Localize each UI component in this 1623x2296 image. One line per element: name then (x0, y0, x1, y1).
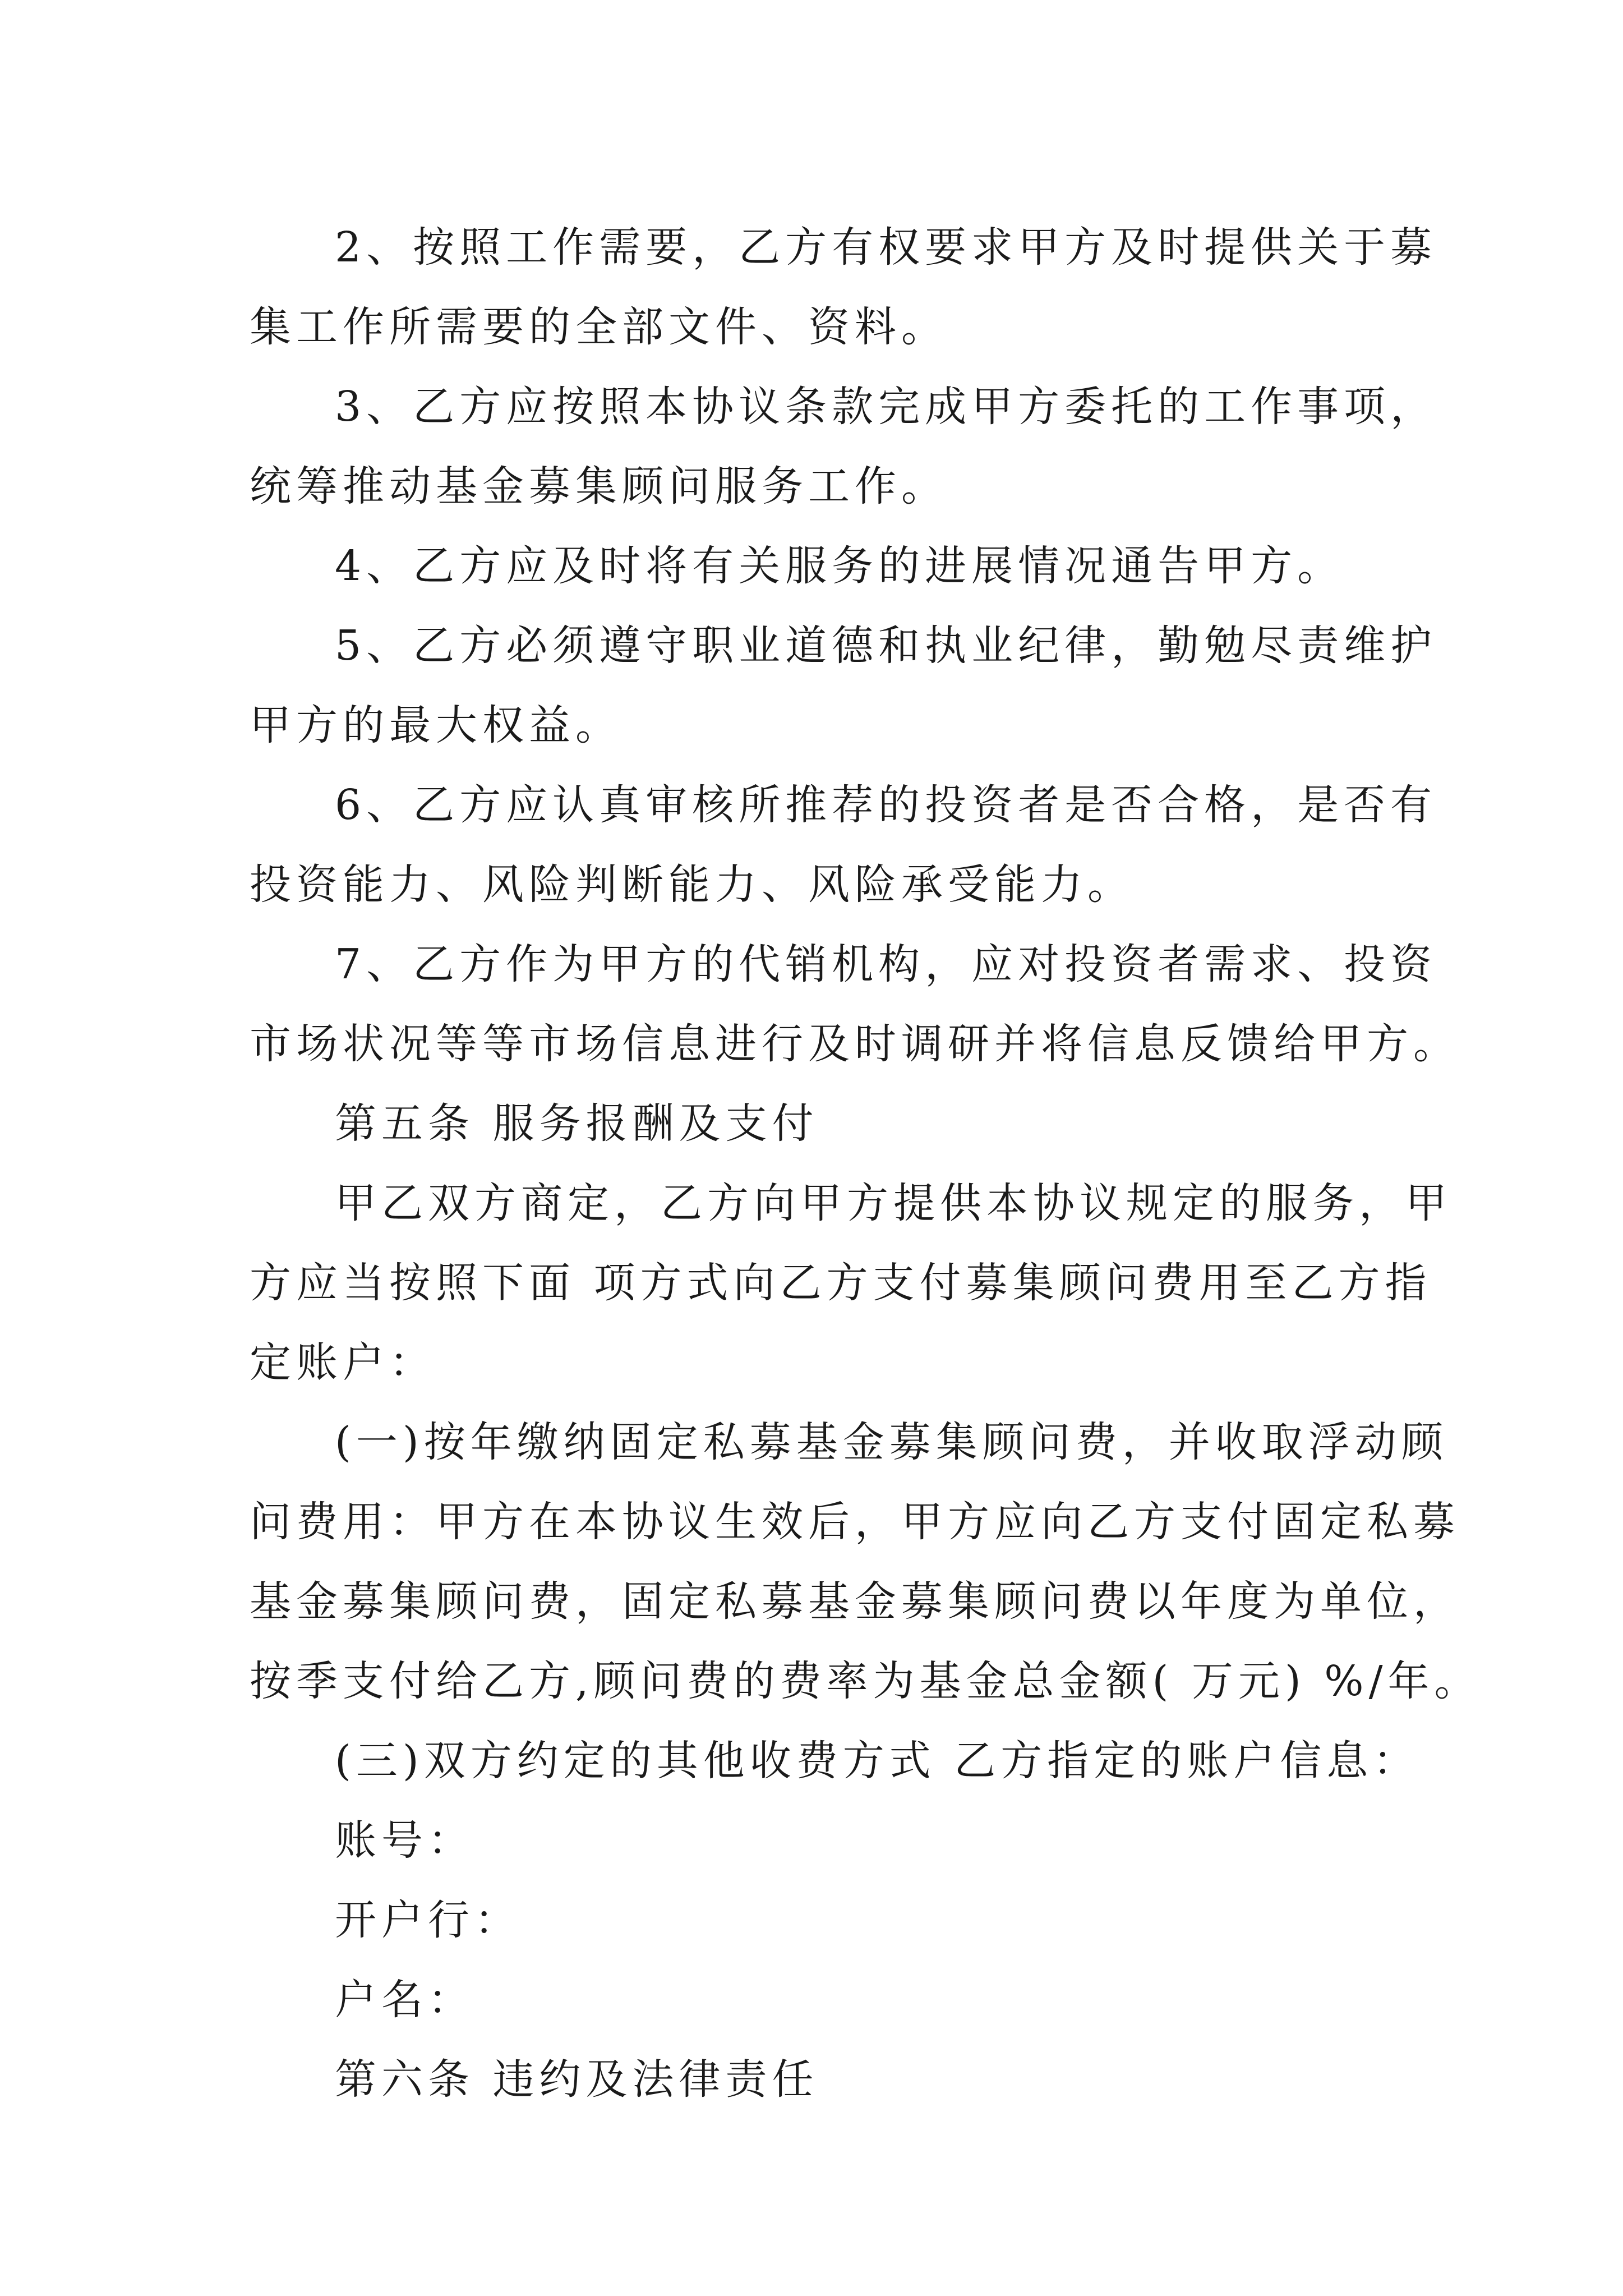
paragraph-line: 方应当按照下面 项方式向乙方支付募集顾问费用至乙方指 (250, 1259, 1432, 1307)
bank-name-label: 开户行： (335, 1896, 521, 1944)
paragraph-line: 问费用：甲方在本协议生效后，甲方应向乙方支付固定私募 (250, 1498, 1460, 1546)
paragraph-line: 6、乙方应认真审核所推荐的投资者是否合格，是否有 (335, 781, 1437, 829)
paragraph-line: 2、按照工作需要，乙方有权要求甲方及时提供关于募 (335, 223, 1437, 272)
paragraph-line: 7、乙方作为甲方的代销机构，应对投资者需求、投资 (335, 940, 1437, 988)
account-number-label: 账号： (335, 1816, 474, 1865)
paragraph-line: 甲方的最大权益。 (250, 701, 622, 749)
paragraph-line: (一)按年缴纳固定私募基金募集顾问费，并收取浮动顾 (335, 1418, 1448, 1466)
paragraph-line: 按季支付给乙方,顾问费的费率为基金总金额( 万元) %/年。 (250, 1657, 1481, 1705)
section-heading: 第五条 服务报酬及支付 (335, 1099, 819, 1148)
paragraph-line: 基金募集顾问费，固定私募基金募集顾问费以年度为单位， (250, 1577, 1460, 1626)
paragraph-line: 投资能力、风险判断能力、风险承受能力。 (250, 861, 1134, 909)
paragraph-line: 市场状况等等市场信息进行及时调研并将信息反馈给甲方。 (250, 1020, 1460, 1068)
section-heading: 第六条 违约及法律责任 (335, 2055, 819, 2104)
paragraph-line: (三)双方约定的其他收费方式 乙方指定的账户信息： (335, 1737, 1420, 1785)
paragraph-line: 统筹推动基金募集顾问服务工作。 (250, 462, 948, 510)
paragraph-line: 4、乙方应及时将有关服务的进展情况通告甲方。 (335, 542, 1344, 590)
paragraph-line: 5、乙方必须遵守职业道德和执业纪律，勤勉尽责维护 (335, 622, 1437, 670)
paragraph-line: 甲乙双方商定，乙方向甲方提供本协议规定的服务，甲 (335, 1179, 1452, 1227)
paragraph-line: 集工作所需要的全部文件、资料。 (250, 303, 948, 351)
account-holder-label: 户名： (335, 1976, 474, 2024)
document-body (250, 208, 1481, 2119)
paragraph-line: 3、乙方应按照本协议条款完成甲方委托的工作事项， (335, 383, 1437, 431)
paragraph-line: 定账户： (250, 1338, 436, 1387)
